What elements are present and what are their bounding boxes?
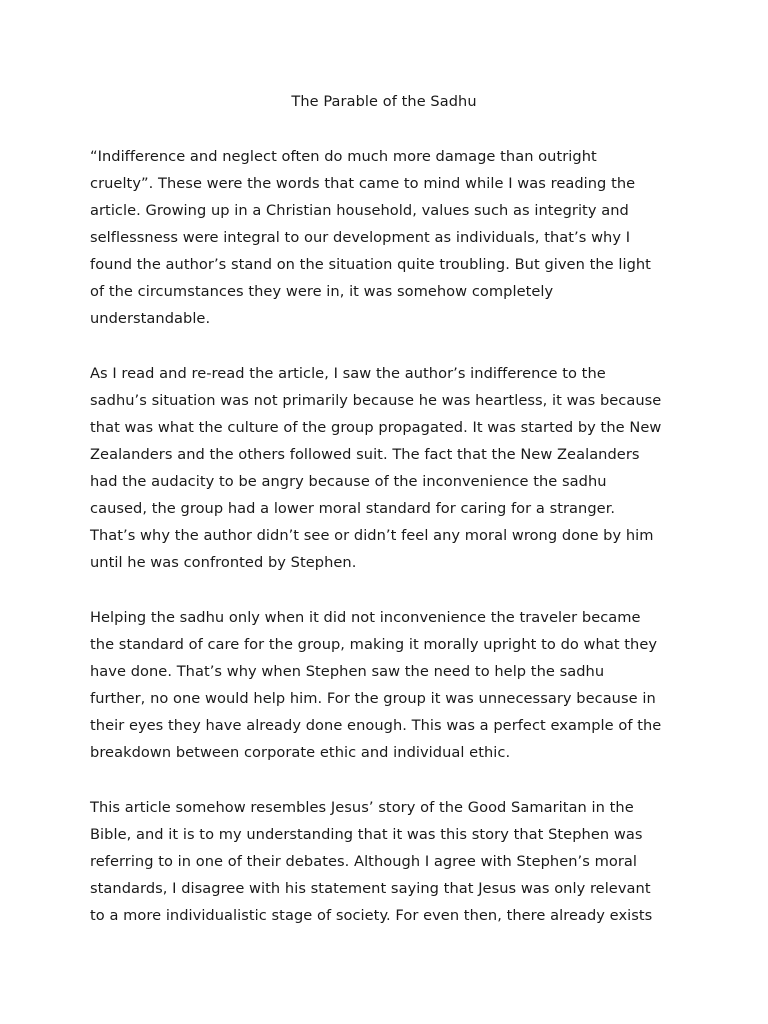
text-line: that was what the culture of the group propagated. It was started by the New [90,419,662,436]
text-line: This article somehow resembles Jesus’ story of the Good Samaritan in the [90,799,634,816]
text-line: sadhu’s situation was not primarily because he was heartless, it was because [90,392,662,409]
paragraph-4 [90,794,652,929]
text-line: Helping the sadhu only when it did not inconvenience the traveler became [90,609,641,626]
text-line: article. Growing up in a Christian household, values such as integrity and [90,202,629,219]
text-line: the standard of care for the group, making it morally upright to do what they [90,636,658,653]
text-line: selflessness were integral to our development as individuals, that’s why I [90,229,631,246]
text-line: found the author’s stand on the situation quite troubling. But given the light [90,256,651,273]
text-line: further, no one would help him. For the group it was unnecessary because in [90,690,656,707]
text-line: caused, the group had a lower moral standard for caring for a stranger. [90,500,616,517]
text-line: Zealanders and the others followed suit. The fact that the New Zealanders [90,446,640,463]
paragraph-1 [90,143,651,332]
text-line: Bible, and it is to my understanding that it was this story that Stephen was [90,826,643,843]
paragraph-2 [90,360,661,576]
text-line: of the circumstances they were in, it was somehow completely [90,283,554,300]
text-line: had the audacity to be angry because of the inconvenience the sadhu [90,473,607,490]
text-line: “Indifference and neglect often do much more damage than outright [90,148,597,165]
document-title: The Parable of the Sadhu [291,94,477,110]
text-line: As I read and re-read the article, I saw the author’s indifference to the [90,365,606,382]
text-line: standards, I disagree with his statement saying that Jesus was only relevant [90,880,651,897]
text-line: their eyes they have already done enough. This was a perfect example of the [90,717,662,734]
text-line: cruelty”. These were the words that came to mind while I was reading the [90,175,636,192]
text-line: referring to in one of their debates. Although I agree with Stephen’s moral [90,853,637,870]
text-line: That’s why the author didn’t see or didn’t feel any moral wrong done by him [90,527,654,544]
text-line: breakdown between corporate ethic and individual ethic. [90,744,511,761]
text-line: until he was confronted by Stephen. [90,554,357,571]
paragraph-3 [90,604,661,766]
text-line: have done. That’s why when Stephen saw the need to help the sadhu [90,663,605,680]
text-line: understandable. [90,310,211,327]
text-line: to a more individualistic stage of society. For even then, there already exists [90,907,653,924]
